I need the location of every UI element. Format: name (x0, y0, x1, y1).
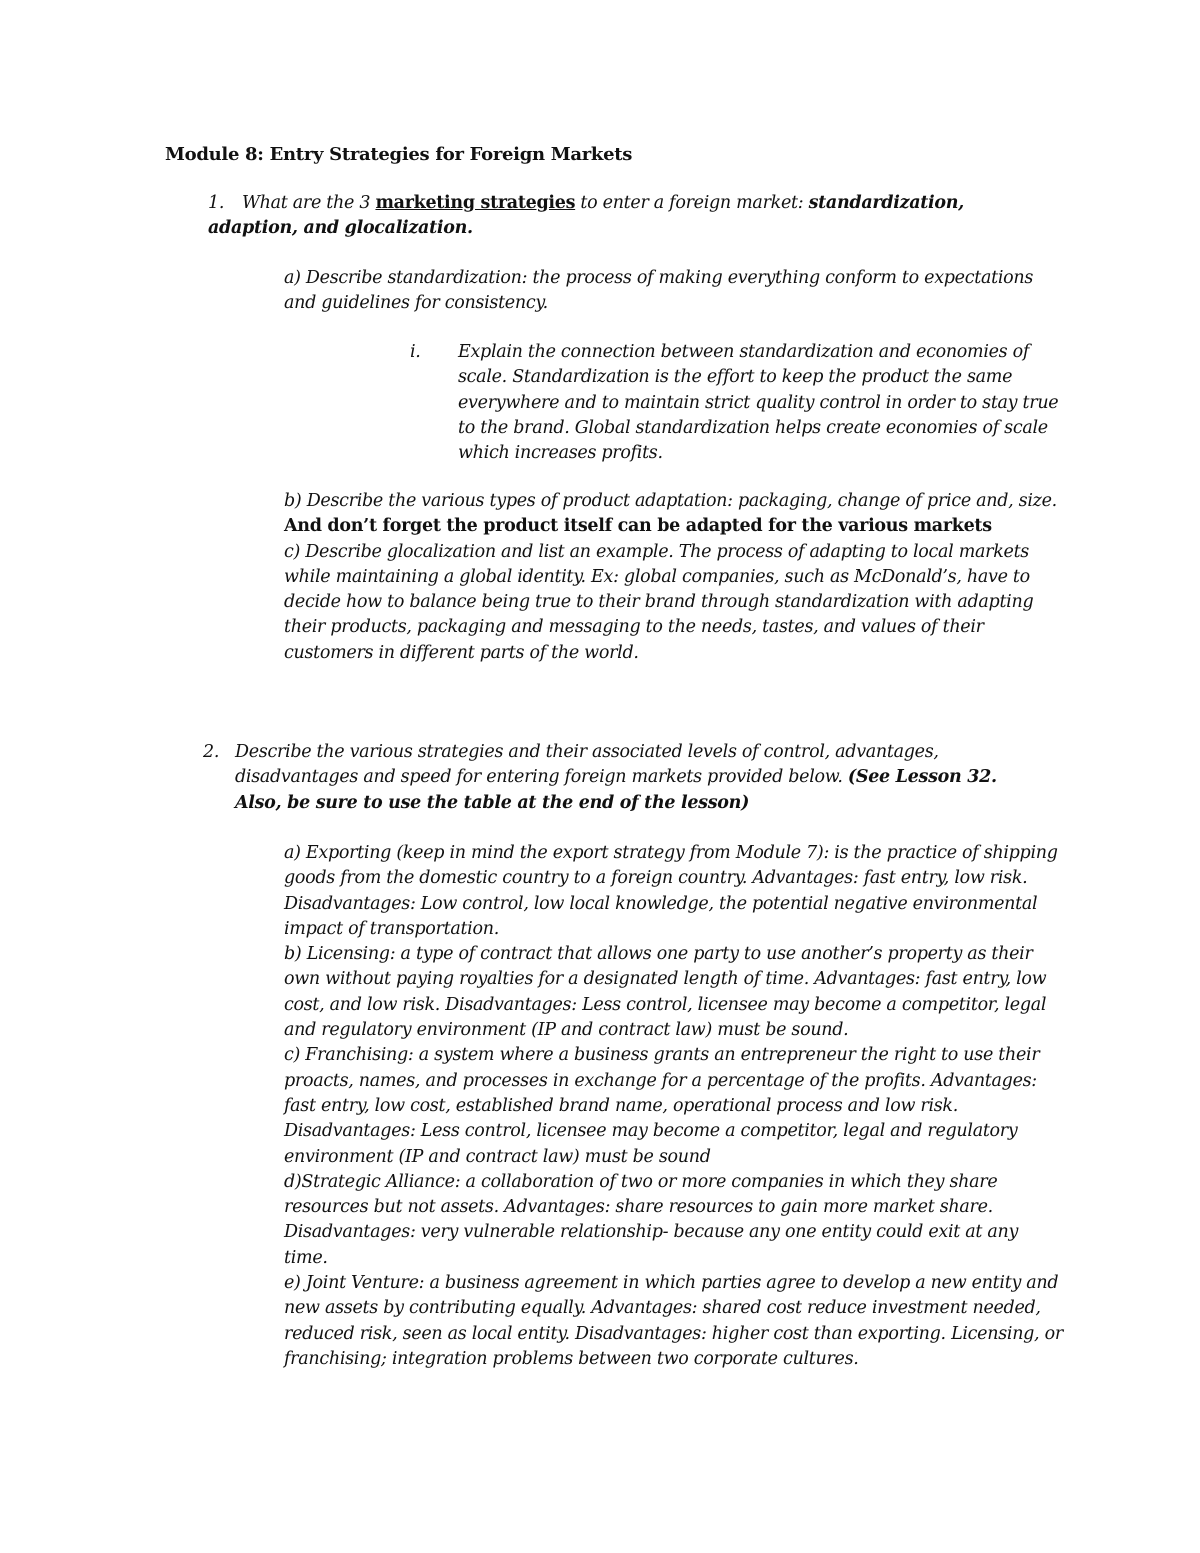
question-1-number: 1. (208, 193, 225, 213)
question-1a-i (410, 340, 1070, 466)
question-1c: c) Describe glocalization and list an example. The process of adapting to local markets while maintaining a global identity. Ex: global companies, such as McDonald’s, have to decide how to balance being true to their brand through standardization with adapting their products, packaging and messaging to the needs, tastes, and values of their customers in different parts of the world. (284, 541, 1034, 663)
question-1-text (208, 191, 1028, 242)
question-2 (203, 740, 1013, 816)
list-item-licensing: b) Licensing: a type of contract that allows one party to use another’s property as their own without paying royalties for a designated length of time. Advantages: fast entry, low cost, and low risk. Disadvantages: Less control, licensee may become a competitor, legal and regulatory environment (IP and contract law) must be sound. (284, 944, 1047, 1041)
question-1b-bold: And don’t forget the product itself can be adapted for the various markets (284, 516, 992, 537)
question-1a-i-number: i. (410, 342, 421, 362)
question-1a-i-text: Explain the connection between standardization and economies of scale. Standardization is the effort to keep the product the same everywhere and to maintain strict quality control in order to stay true to the brand. Global standardization helps create economies of scale which increases profits. (458, 342, 1059, 464)
question-1a-text: a) Describe standardization: the process of making everything conform to expectations and guidelines for consistency. (284, 268, 1034, 314)
list-item-joint-venture: e) Joint Venture: a business agreement in which parties agree to develop a new entity and new assets by contributing equally. Advantages: shared cost reduce investment needed, reduced risk, seen as local entity. Disadvantages: higher cost than exporting. Licensing, or franchising; integration problems between two corporate cultures. (284, 1273, 1063, 1369)
question-1-middle: to enter a foreign market: (575, 193, 809, 213)
question-2-body: Describe the various strategies and their associated levels of control, advantages, disadvantages and speed for entering foreign markets provided below. (235, 742, 939, 788)
question-1-emphasis: marketing strategies (375, 193, 576, 213)
question-1b (284, 489, 1074, 540)
list-item-exporting: a) Exporting (keep in mind the export strategy from Module 7): is the practice of shipping goods from the domestic country to a foreign country. Advantages: fast entry, low risk. Disadvantages: Low control, low local knowledge, the potential negative environmental impact of transportation. (284, 843, 1058, 939)
question-1-prefix: What are the 3 (242, 193, 376, 213)
document-title: Module 8: Entry Strategies for Foreign Markets (165, 144, 633, 165)
question-2-text (235, 740, 1013, 816)
question-1bc (284, 489, 1074, 666)
question-2-list (284, 841, 1064, 1372)
question-1-answer: standardization, adaption, and glocalization. (208, 193, 964, 239)
list-item-strategic-alliance: d)Strategic Alliance: a collaboration of two or more companies in which they share resources but not assets. Advantages: share resources to gain more market share. Disadvantages: very vulnerable relationship- because any one entity could exit at any time. (284, 1171, 1019, 1268)
question-2-bold: (See Lesson 32. Also, be sure to use the table at the end of the lesson) (235, 767, 997, 813)
question-1b-text: b) Describe the various types of product adaptation: packaging, change of price and, size. (284, 491, 1057, 511)
question-1a (284, 266, 1064, 317)
list-item-franchising: c) Franchising: a system where a business grants an entrepreneur the right to use their proacts, names, and processes in exchange for a percentage of the profits. Advantages: fast entry, low cost, established brand name, operational process and low risk. Disadvantages: Less control, licensee may become a competitor, legal and regulatory environment (IP and contract law) must be sound (284, 1045, 1040, 1167)
question-2-number: 2. (203, 742, 220, 762)
question-1 (208, 191, 1028, 242)
